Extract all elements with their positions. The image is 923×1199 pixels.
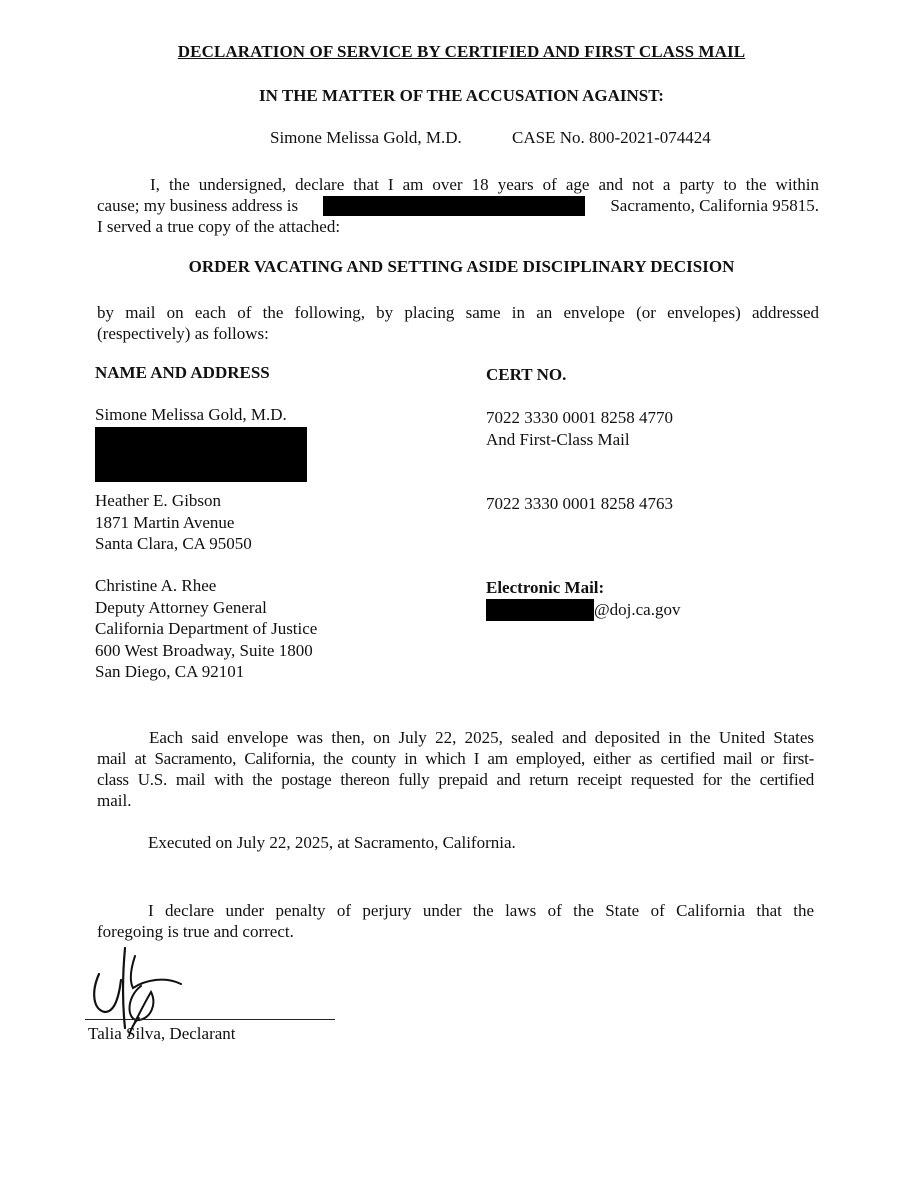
electronic-mail-heading: Electronic Mail: (486, 578, 605, 597)
perjury-line-2: foregoing is true and correct. (97, 922, 294, 941)
recipient-3-address (95, 575, 317, 683)
deposit-line-2: mail at Sacramento, California, the county in which I am employed, either as certified mail or first- (97, 749, 814, 768)
recipient-3-service (486, 577, 680, 621)
respondent-name: Simone Melissa Gold, M.D. (270, 128, 462, 147)
recipient-1-cert-method: And First-Class Mail (486, 429, 630, 449)
intro-line-1: I, the undersigned, declare that I am over 18 years of age and not a party to the within (150, 175, 819, 194)
recipient-3-line: Christine A. Rhee (95, 576, 217, 595)
cert-no-header: CERT NO. (486, 365, 567, 384)
recipient-1-cert (486, 407, 673, 450)
intro-paragraph (97, 174, 819, 237)
recipient-3-email (486, 599, 680, 621)
recipient-2-line: 1871 Martin Avenue (95, 512, 235, 532)
recipient-2-cert (486, 493, 673, 515)
redacted-email-user (486, 599, 594, 621)
business-address-city: Sacramento, California 95815. (610, 196, 819, 215)
deposit-line-3: class U.S. mail with the postage thereon fully prepaid and return receipt requested for the certified (97, 770, 814, 789)
perjury-paragraph (97, 900, 814, 942)
case-number: 800-2021-074424 (588, 128, 711, 147)
recipient-1-address (95, 404, 287, 426)
recipient-2-line: Santa Clara, CA 95050 (95, 534, 252, 553)
email-domain: @doj.ca.gov (594, 599, 681, 619)
matter-heading: IN THE MATTER OF THE ACCUSATION AGAINST: (259, 86, 664, 105)
deposit-line-1: Each said envelope was then, on July 22, 2025, sealed and deposited in the United States (149, 728, 814, 747)
perjury-line-1: I declare under penalty of perjury under the laws of the State of California that the (148, 901, 814, 920)
declarant-name: Talia Silva, Declarant (88, 1024, 236, 1043)
case-line (270, 128, 711, 148)
method-paragraph (97, 302, 819, 344)
intro-line-2 (97, 195, 819, 216)
recipient-3-line: San Diego, CA 92101 (95, 662, 245, 681)
recipient-3-line: 600 West Broadway, Suite 1800 (95, 640, 313, 660)
recipient-1-cert-number: 7022 3330 0001 8258 4770 (486, 408, 673, 427)
signature-line (85, 1019, 335, 1020)
recipient-1-name: Simone Melissa Gold, M.D. (95, 405, 287, 424)
recipient-3-line: Deputy Attorney General (95, 597, 267, 617)
method-line-2: (respectively) as follows: (97, 324, 269, 343)
business-address-label: cause; my business address is (97, 196, 299, 215)
recipient-3-line: California Department of Justice (95, 619, 318, 638)
executed-statement: Executed on July 22, 2025, at Sacramento, California. (148, 833, 516, 852)
deposit-line-4: mail. (97, 791, 132, 810)
document-served-title: ORDER VACATING AND SETTING ASIDE DISCIPLINARY DECISION (188, 257, 735, 276)
method-line-1: by mail on each of the following, by placing same in an envelope (or envelopes) addressed (97, 303, 819, 322)
redacted-address (323, 196, 585, 216)
document-title: DECLARATION OF SERVICE BY CERTIFIED AND FIRST CLASS MAIL (177, 42, 746, 61)
intro-line-3: I served a true copy of the attached: (97, 217, 341, 236)
name-address-header: NAME AND ADDRESS (95, 363, 270, 382)
recipient-2-address (95, 490, 252, 555)
recipient-2-line: Heather E. Gibson (95, 491, 222, 510)
deposit-paragraph (97, 727, 814, 811)
case-number-label: CASE No. (511, 128, 585, 147)
recipient-2-cert-number: 7022 3330 0001 8258 4763 (486, 494, 673, 513)
redacted-recipient-address (95, 427, 307, 482)
